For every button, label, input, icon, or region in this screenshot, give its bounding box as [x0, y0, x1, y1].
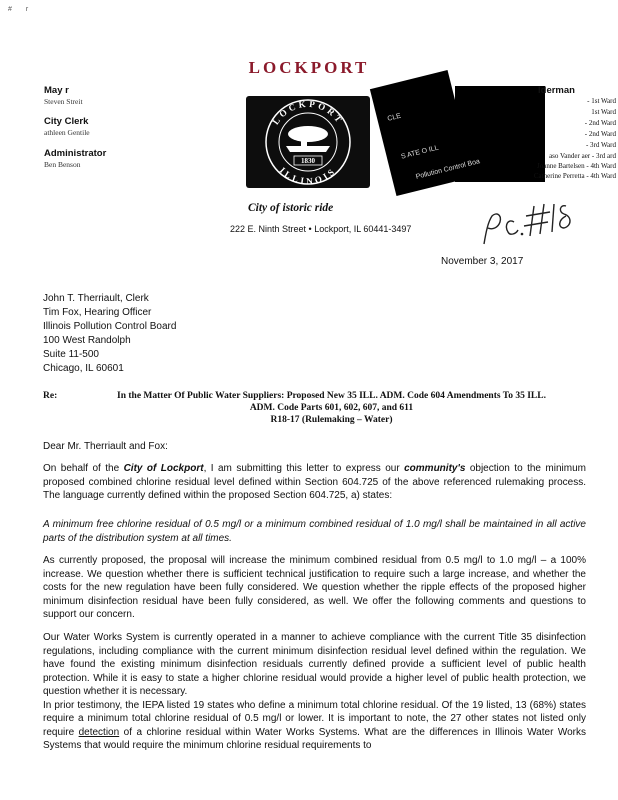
recipient-line: Suite 11-500: [43, 349, 99, 360]
letterhead-title: LOCKPORT: [248, 58, 370, 77]
salutation: Dear Mr. Therriault and Fox:: [43, 441, 168, 452]
city-emphasis: City of Lockport: [123, 463, 204, 474]
official-name: Ben Benson: [44, 160, 81, 169]
subject-text: ADM. Code Parts 601, 602, 607, and 611: [249, 403, 414, 413]
recipient-line: 100 West Randolph: [43, 335, 131, 346]
paragraph-water-works: Our Water Works System is currently operated in a manner to achieve compliance with the current Title 35 disinfection regulations, including compliance with the current minimum disinfection residual level defined within the regulation. We have found the existing minimum disinfection residuals currently defined provide a sufficient level of public health protection. While it is easy to state a higher chlorine residual would provide a higher level of public health protection, we question whether it is necessary. In prior testimony, the IEPA listed 19 states who define a minimum total chlorine residual. Of the 19 listed, 13 (68%) states require a minimum total chlorine residual of 0.5 mg/l or lower. It is important to note, the 27 other states not listed only require detection of a chlorine residual within Water Works Systems. What are the differences in Illinois Water Works Systems that would require the minimum chlorine residual requirements to: [43, 632, 587, 751]
paragraph-proposal: As currently proposed, the proposal will increase the minimum combined residual from 0.5 mg/l to 1.0 mg/l – a 100% increase. We question whether there is sufficient technical justification to require such a large increase, and whether the costs for the new regulation have been fully considered. We question whether the ripple effects of the proposed higher minimum disinfection residual have been fully considered, as well. We offer the following comments and questions to support our concern.: [43, 555, 586, 620]
official-name: athleen Gentile: [44, 128, 90, 137]
official-administrator: [44, 148, 106, 170]
detection-underline: detection: [78, 726, 120, 738]
recipient-line: Tim Fox, Hearing Officer: [43, 307, 152, 318]
quoted-regulation: A minimum free chlorine residual of 0.5 mg/l or a minimum combined residual of 1.0 mg/l shall be maintained in all active parts of the distribution system at all times.: [43, 519, 586, 544]
official-role: May r: [44, 85, 69, 96]
subject-label: Re:: [43, 391, 58, 401]
aldermen-list: [538, 85, 616, 151]
seal-bottom-text: ILLINOIS: [277, 165, 339, 187]
ward-line: aso Vander aer - 3rd ard: [549, 152, 616, 160]
aldermen-heading: lderman: [538, 85, 575, 96]
city-seal: [246, 96, 370, 188]
ward-line: Joanne Bartelsen - 4th Ward: [536, 162, 616, 170]
alderman-line: - 3rd Ward: [585, 141, 616, 149]
recipient-line: John T. Therriault, Clerk: [43, 293, 149, 304]
alderman-line: - 1st Ward: [587, 97, 616, 105]
official-role: Administrator: [44, 148, 107, 159]
seal-year: 1830: [301, 157, 315, 165]
subject-line: [43, 390, 588, 426]
handwritten-annotation: [480, 196, 580, 248]
seal-graphic: [246, 96, 370, 188]
official-mayor: [44, 85, 83, 107]
seal-top-text: LOCKPORT: [270, 98, 346, 127]
recipient-line: Chicago, IL 60601: [43, 363, 124, 374]
letter-date: November 3, 2017: [441, 256, 524, 267]
redaction-text: Pollution Control Boa: [415, 158, 481, 181]
official-name: Steven Streit: [44, 97, 83, 106]
redaction-text: CLE: [386, 112, 402, 123]
community-emphasis: community's: [404, 463, 466, 474]
recipient-line: Illinois Pollution Control Board: [43, 321, 177, 332]
subject-text: In the Matter Of Public Water Suppliers: Proposed New 35 ILL. ADM. Code 604 Amendments To 35 ILL.: [117, 391, 546, 401]
alderman-line: - 2nd Ward: [584, 119, 616, 127]
city-address: 222 E. Ninth Street • Lockport, IL 60441-3497: [230, 224, 412, 234]
redaction-text: S ATE O ILL: [400, 144, 440, 161]
alderman-line: 1st Ward: [591, 108, 616, 116]
ward-line: Catherine Perretta - 4th Ward: [533, 172, 616, 180]
ward-list: [470, 151, 616, 181]
corner-mark: # r: [8, 6, 35, 13]
alderman-line: - 2nd Ward: [584, 130, 616, 138]
official-role: City Clerk: [44, 116, 89, 127]
recipient-block: [43, 292, 176, 376]
city-motto: City of istoric ride: [248, 202, 334, 214]
paragraph-intro: On behalf of the City of Lockport, I am submitting this letter to express our community's objection to the minimum proposed combined chlorine residual level defined within Section 604.725 of the above referenced rulemaking process. The language currently defined within the proposed Section 604.725, a) states:: [43, 463, 586, 501]
official-city-clerk: [44, 116, 90, 138]
subject-text: R18-17 (Rulemaking – Water): [270, 415, 393, 425]
